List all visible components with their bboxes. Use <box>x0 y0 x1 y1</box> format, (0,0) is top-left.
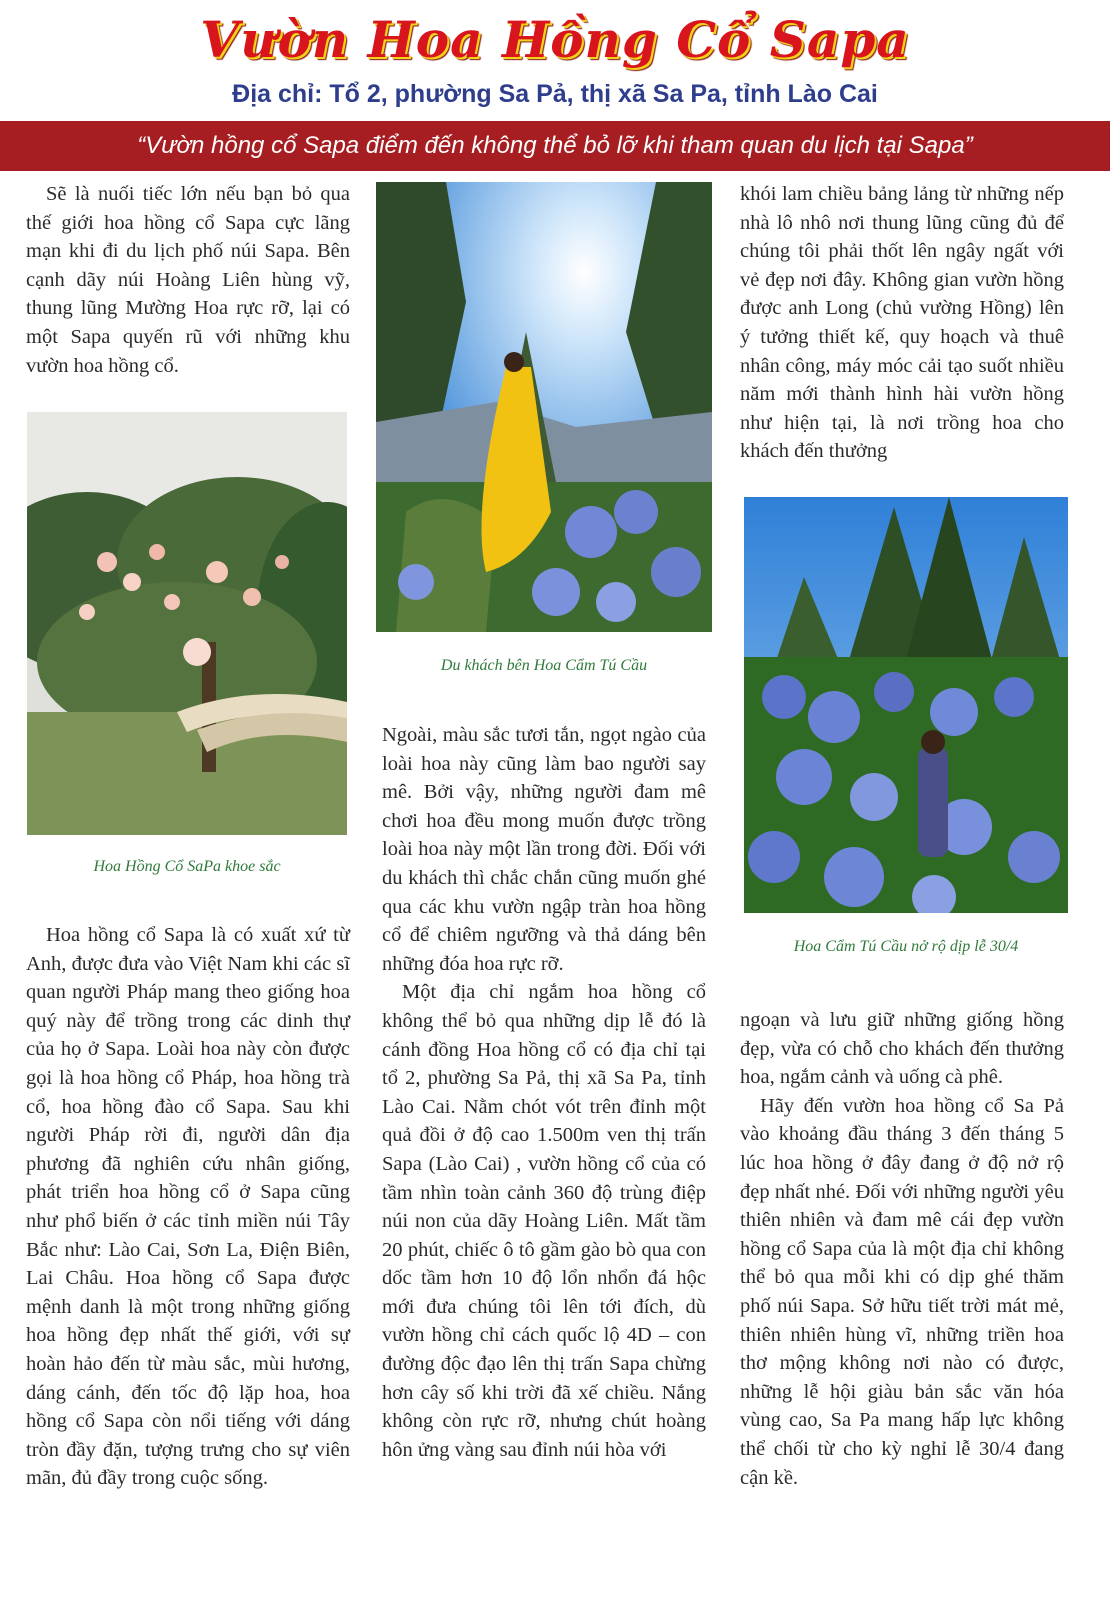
address-line: Địa chỉ: Tổ 2, phường Sa Pả, thị xã Sa Pa, tỉnh Lào Cai <box>232 80 878 108</box>
history-paragraph: Hoa hồng cổ Sapa là có xuất xứ từ Anh, được đưa vào Việt Nam khi các sĩ quan người Pháp mang theo giống hoa quý này để trồng trong các dinh thự của họ ở Sapa. Loài hoa này còn được gọi là hoa hồng cổ Pháp, hoa hồng trà cổ, hoa hồng đào cổ Sapa. Sau khi người Pháp rời đi, người dân địa phương đã nghiên cứu nhân giống, phát triển hoa hồng cổ ở Sapa cũng như phổ biến ở các tỉnh miền núi Tây Bắc như: Lào Cai, Sơn La, Điện Biên, Lai Châu. Hoa hồng cổ Sapa được mệnh danh là một trong những giống hoa hồng đẹp nhất thế giới, với sự hoàn hảo đến từ màu sắc, mùi hương, dáng cánh, đến tốc độ lặp hoa, hoa hồng cổ Sapa còn nổi tiếng với dáng tròn đầy đặn, tượng trưng cho sự viên mãn, đủ đầy trong cuộc sống. <box>26 924 350 1490</box>
hydrangea-photo-caption: Hoa Cẩm Tú Cầu nở rộ dịp lễ 30/4 <box>793 938 1019 955</box>
page-title: Vườn Hoa Hồng Cổ Sapa <box>200 10 910 69</box>
rose-garden-photo <box>27 412 347 835</box>
left-column-intro <box>26 180 350 380</box>
hydrangea-field-photo <box>744 497 1068 913</box>
right-paragraph-1: ngoạn và lưu giữ những giống hồng đẹp, vừa có chỗ cho khách đến thưởng hoa, ngắm cảnh và uống cà phê. <box>740 1009 1064 1089</box>
middle-paragraph-1: Ngoài, màu sắc tươi tắn, ngọt ngào của loài hoa này cũng làm bao người say mê. Bởi vậy, những người đam mê chơi hoa đều mong muốn được trồng loài hoa này một lần trong đời. Đối với du khách thì chắc chắn cũng muốn ghé qua các khu vườn ngập tràn hoa hồng cổ để chiêm ngưỡng và thả dáng bên những đóa hoa rực rỡ. <box>382 724 706 975</box>
right-column-bottom <box>740 1006 1064 1492</box>
right-paragraph-2: Hãy đến vườn hoa hồng cổ Sa Pả vào khoảng đầu tháng 3 đến tháng 5 lúc hoa hồng ở đây đang ở độ nở rộ đẹp nhất nhé. Đối với những người yêu thiên nhiên và đam mê cái đẹp vườn hồng cổ Sapa của là một địa chỉ không thể bỏ qua mỗi khi có dịp ghé thăm phố núi Sapa. Sở hữu tiết trời mát mẻ, thiên nhiên hùng vĩ, những triền hoa thơ mộng không nơi nào có được, những lễ hội giàu bản sắc văn hóa vùng cao, Sa Pa mang hấp lực không thể chối từ cho kỳ nghỉ lễ 30/4 đang cận kề. <box>740 1094 1064 1489</box>
right-paragraph-top: khói lam chiều bảng lảng từ những nếp nhà lô nhô nơi thung lũng cũng đủ để chúng tôi phải thốt lên ngây ngất với vẻ đẹp nơi đây. Không gian vườn hồng được anh Long (chủ vường Hồng) lên ý tưởng thiết kế, quy hoạch và thuê nhân công, máy móc cải tạo suốt nhiều năm mới thành hình hài vườn hồng như hiện tại, là nơi trồng hoa cho khách đến thưởng <box>740 183 1064 463</box>
quote-text: “Vườn hồng cổ Sapa điểm đến không thể bỏ lỡ khi tham quan du lịch tại Sapa” <box>137 132 973 159</box>
intro-paragraph: Sẽ là nuối tiếc lớn nếu bạn bỏ qua thế giới hoa hồng cổ Sapa cực lãng mạn khi đi du lịch phố núi Sapa. Bên cạnh dãy núi Hoàng Liên hùng vỹ, thung lũng Mường Hoa rực rỡ, lại có một Sapa quyến rũ với những khu vườn hoa hồng cổ. <box>26 183 350 377</box>
tourist-photo-caption: Du khách bên Hoa Cẩm Tú Cầu <box>440 657 648 674</box>
quote-banner <box>0 121 1110 171</box>
tourist-hydrangea-photo <box>376 182 712 632</box>
left-column-history <box>26 921 350 1493</box>
middle-column-text <box>382 721 706 1464</box>
right-column-top <box>740 180 1064 466</box>
middle-paragraph-2: Một địa chỉ ngắm hoa hồng cổ không thể bỏ qua những dịp lễ đó là cánh đồng Hoa hồng cổ có địa chỉ tại tổ 2, phường Sa Pả, thị xã Sa Pa, tỉnh Lào Cai. Nằm chót vót trên đỉnh một quả đồi ở độ cao 1.500m ven thị trấn Sapa (Lào Cai) , vườn hồng cổ của có tầm nhìn toàn cảnh 360 độ trùng điệp núi non của dãy Hoàng Liên. Mất tầm 20 phút, chiếc ô tô gầm gào bò qua con dốc tầm hơn 10 độ lổn nhổn đá hộc mới đưa chúng tôi lên tới đích, dù vườn hồng chỉ cách quốc lộ 4D – con đường độc đạo lên thị trấn Sapa chừng hơn cây số khi trời đã xế chiều. Nắng không còn rực rỡ, nhưng chút hoàng hôn ửng vàng sau đỉnh núi hòa với <box>382 981 706 1461</box>
rose-photo-caption: Hoa Hồng Cổ SaPa khoe sắc <box>93 858 281 875</box>
